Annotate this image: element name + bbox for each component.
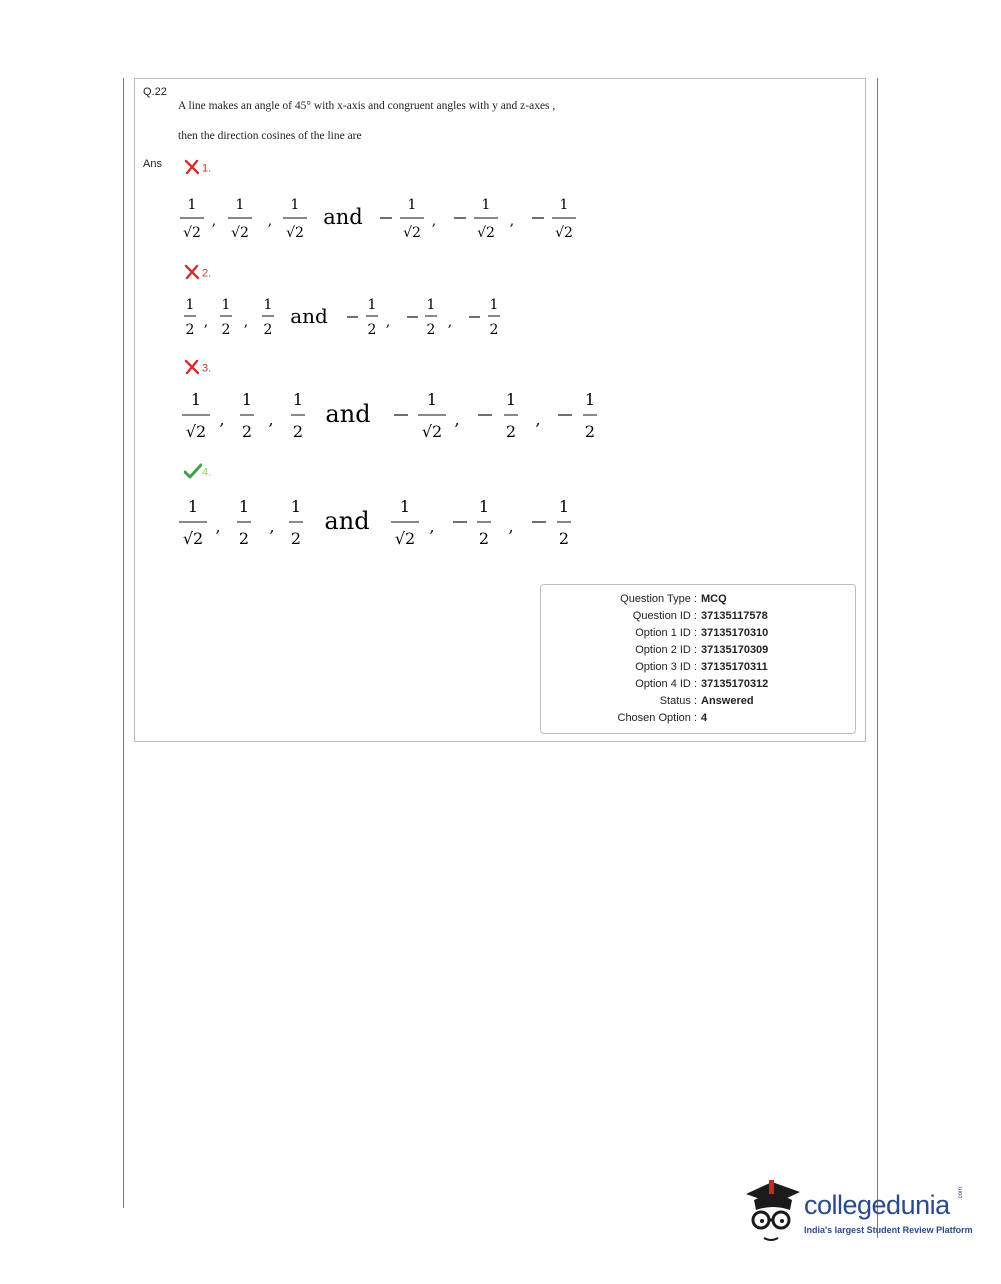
svg-text:1: 1 [489,297,499,313]
logo-tagline: India's largest Student Review Platform [804,1225,973,1235]
option-4-label [184,463,211,482]
cross-icon [184,159,202,178]
svg-text:2: 2 [292,422,304,441]
svg-text:1: 1 [221,297,231,313]
option-2-formula [170,293,530,346]
svg-text:1: 1 [190,390,202,409]
option-1-number: 1. [202,162,212,175]
svg-text:,: , [215,517,221,536]
svg-text:,: , [269,517,275,536]
option-1-formula [170,192,590,251]
svg-text:2: 2 [426,322,436,338]
svg-text:1: 1 [292,390,304,409]
option-2-label [184,264,211,283]
svg-text:2: 2 [290,529,302,548]
svg-text:1: 1 [290,197,300,213]
svg-text:,: , [203,314,209,330]
svg-text:,: , [429,517,435,536]
info-option-4-id: Option 4 ID : 37135170312 [635,678,769,690]
info-question-id: Question ID : 37135117578 [632,610,768,622]
svg-text:√2: √2 [185,422,207,441]
svg-text:1: 1 [559,197,569,213]
svg-text:and: and [290,304,328,328]
svg-text:,: , [508,517,514,536]
svg-text:√2: √2 [394,529,416,548]
svg-text:,: , [267,213,273,229]
info-option-2-id: Option 2 ID : 37135170309 [635,644,769,656]
svg-text:√2: √2 [182,529,204,548]
collegedunia-logo [742,1176,972,1246]
svg-text:1: 1 [263,297,273,313]
svg-text:,: , [243,314,249,330]
svg-text:1: 1 [407,197,417,213]
svg-text:1: 1 [505,390,517,409]
svg-text:√2: √2 [403,225,421,241]
svg-text:2: 2 [584,422,596,441]
svg-text:1: 1 [558,497,570,516]
page-margin-line-right [877,78,878,1238]
question-text-line-1: A line makes an angle of 45° with x-axis and congruent angles with y and z-axes , [178,100,556,112]
svg-text:,: , [219,410,225,429]
svg-text:√2: √2 [421,422,443,441]
answer-label: Ans [143,158,162,170]
svg-text:2: 2 [367,322,377,338]
cross-icon [184,264,202,283]
svg-text:1: 1 [426,390,438,409]
svg-text:1: 1 [238,497,250,516]
info-chosen-option: Chosen Option : 4 [617,712,708,724]
svg-text:1: 1 [185,297,195,313]
svg-text:1: 1 [235,197,245,213]
svg-text:2: 2 [241,422,253,441]
svg-text:,: , [385,314,391,330]
svg-text:√2: √2 [286,225,304,241]
svg-text:,: , [211,213,217,229]
question-text-line-2: then the direction cosines of the line are [178,130,362,142]
question-info-panel [540,584,856,734]
svg-text:2: 2 [238,529,250,548]
check-icon [184,463,202,482]
option-4-number: 4. [202,466,212,479]
svg-text:2: 2 [185,322,195,338]
info-option-1-id: Option 1 ID : 37135170310 [635,627,769,639]
svg-text:1: 1 [478,497,490,516]
cross-icon [184,359,202,378]
logo-domain-suffix: .com [958,1186,964,1200]
svg-text:2: 2 [505,422,517,441]
option-1-label [184,159,211,178]
page-margin-line-left [123,78,124,1208]
svg-text:2: 2 [221,322,231,338]
svg-text:1: 1 [187,197,197,213]
logo-wordmark: collegedunia [804,1190,950,1220]
svg-text:1: 1 [399,497,411,516]
svg-text:,: , [431,213,437,229]
svg-text:2: 2 [489,322,499,338]
info-option-3-id: Option 3 ID : 37135170311 [635,661,768,673]
svg-text:1: 1 [481,197,491,213]
svg-text:√2: √2 [183,225,201,241]
option-3-number: 3. [202,362,212,375]
svg-text:√2: √2 [477,225,495,241]
svg-text:and: and [325,400,371,428]
svg-text:,: , [454,410,460,429]
svg-text:1: 1 [187,497,199,516]
svg-text:2: 2 [263,322,273,338]
svg-text:and: and [323,205,363,229]
svg-text:1: 1 [241,390,253,409]
svg-text:√2: √2 [231,225,249,241]
svg-text:√2: √2 [555,225,573,241]
svg-text:1: 1 [290,497,302,516]
svg-text:and: and [324,507,370,535]
svg-text:,: , [268,410,274,429]
svg-text:2: 2 [558,529,570,548]
info-status: Status : Answered [659,695,754,707]
svg-text:,: , [509,213,515,229]
option-3-label [184,359,211,378]
svg-text:,: , [535,410,541,429]
info-question-type: Question Type : MCQ [620,593,727,605]
option-3-formula [170,387,610,450]
option-4-formula [170,494,590,557]
svg-text:2: 2 [478,529,490,548]
option-2-number: 2. [202,267,212,280]
graduate-mascot-icon [742,1176,804,1246]
svg-text:1: 1 [367,297,377,313]
svg-text:1: 1 [584,390,596,409]
svg-text:1: 1 [426,297,436,313]
question-number: Q.22 [143,86,167,98]
svg-text:,: , [447,314,453,330]
